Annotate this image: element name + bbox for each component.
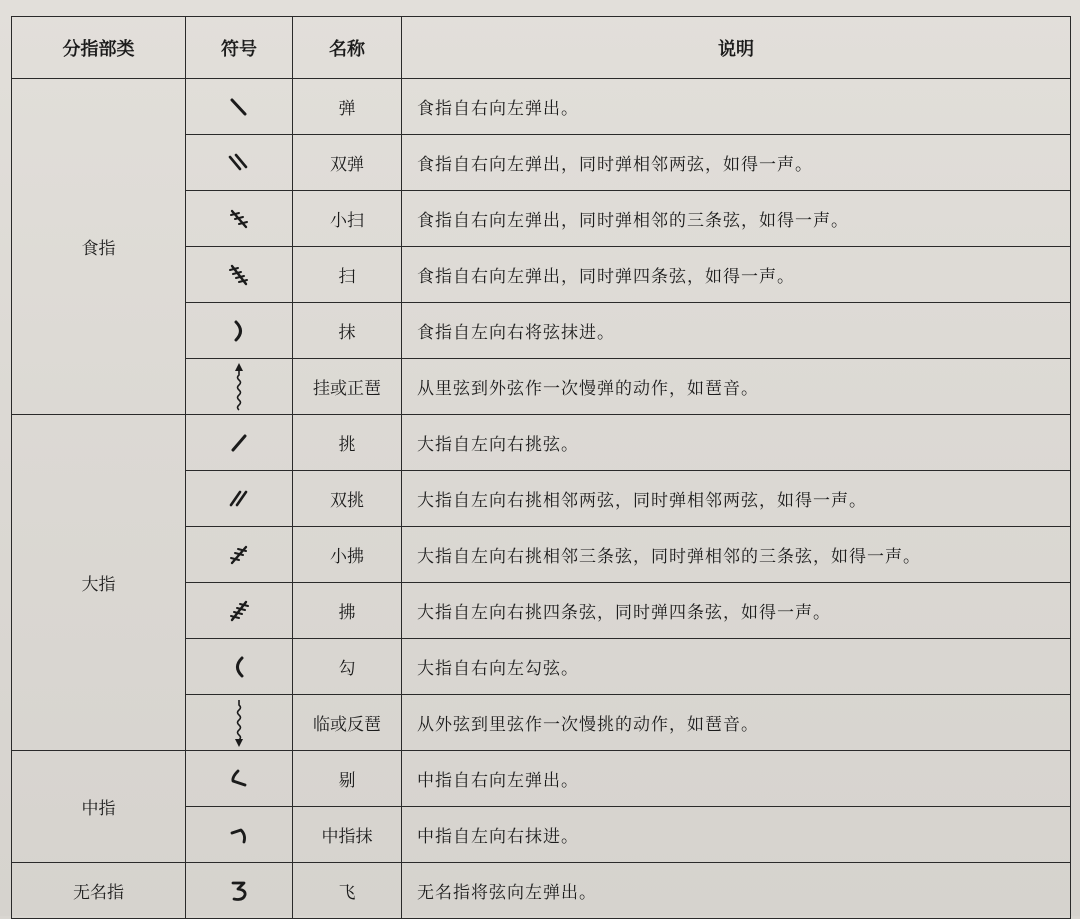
symbol-cell — [186, 135, 293, 191]
description-cell: 食指自右向左弹出，同时弹相邻两弦，如得一声。 — [402, 135, 1071, 191]
name-cell: 小扫 — [293, 191, 402, 247]
description-cell: 从外弦到里弦作一次慢挑的动作，如琶音。 — [402, 695, 1071, 751]
symbol-cell — [186, 247, 293, 303]
description-cell: 大指自左向右挑弦。 — [402, 415, 1071, 471]
table-header-row — [12, 17, 1071, 79]
name-cell: 拂 — [293, 583, 402, 639]
quad-stroke-up-icon — [225, 597, 253, 625]
description-cell: 食指自右向左弹出，同时弹相邻的三条弦，如得一声。 — [402, 191, 1071, 247]
number-three-icon — [225, 877, 253, 905]
symbol-cell — [186, 863, 293, 919]
double-stroke-down-icon — [225, 149, 253, 177]
description-cell: 食指自右向左弹出，同时弹四条弦，如得一声。 — [402, 247, 1071, 303]
left-paren-icon — [225, 653, 253, 681]
category-cell: 食指 — [12, 79, 186, 415]
name-cell: 剔 — [293, 751, 402, 807]
quad-stroke-down-icon — [225, 261, 253, 289]
hook-right-icon — [225, 821, 253, 849]
symbol-cell — [186, 359, 293, 415]
header-name: 名称 — [293, 17, 402, 79]
description-cell: 食指自左向右将弦抹进。 — [402, 303, 1071, 359]
header-category: 分指部类 — [12, 17, 186, 79]
symbol-cell — [186, 79, 293, 135]
category-cell: 无名指 — [12, 863, 186, 919]
table-row — [12, 863, 1071, 919]
description-cell: 大指自左向右挑相邻两弦，同时弹相邻两弦，如得一声。 — [402, 471, 1071, 527]
description-cell: 无名指将弦向左弹出。 — [402, 863, 1071, 919]
name-cell: 飞 — [293, 863, 402, 919]
name-cell: 中指抹 — [293, 807, 402, 863]
symbol-cell — [186, 527, 293, 583]
wavy-arrow-up-icon — [229, 362, 249, 412]
symbol-cell — [186, 583, 293, 639]
single-stroke-down-icon — [225, 93, 253, 121]
description-cell: 食指自右向左弹出。 — [402, 79, 1071, 135]
name-cell: 双弹 — [293, 135, 402, 191]
description-cell: 大指自右向左勾弦。 — [402, 639, 1071, 695]
category-cell: 大指 — [12, 415, 186, 751]
symbol-cell — [186, 471, 293, 527]
symbol-cell — [186, 415, 293, 471]
description-cell: 大指自左向右挑四条弦，同时弹四条弦，如得一声。 — [402, 583, 1071, 639]
symbol-cell — [186, 191, 293, 247]
wavy-arrow-down-icon — [229, 698, 249, 748]
name-cell: 勾 — [293, 639, 402, 695]
header-symbol: 符号 — [186, 17, 293, 79]
name-cell: 双挑 — [293, 471, 402, 527]
name-cell: 抹 — [293, 303, 402, 359]
hook-left-icon — [225, 765, 253, 793]
symbol-cell — [186, 639, 293, 695]
symbol-cell — [186, 695, 293, 751]
triple-stroke-down-icon — [225, 205, 253, 233]
description-cell: 从里弦到外弦作一次慢弹的动作，如琶音。 — [402, 359, 1071, 415]
name-cell: 小拂 — [293, 527, 402, 583]
category-cell: 中指 — [12, 751, 186, 863]
description-cell: 中指自右向左弹出。 — [402, 751, 1071, 807]
symbol-cell — [186, 303, 293, 359]
description-cell: 中指自左向右抹进。 — [402, 807, 1071, 863]
description-cell: 大指自左向右挑相邻三条弦，同时弹相邻的三条弦，如得一声。 — [402, 527, 1071, 583]
triple-stroke-up-icon — [225, 541, 253, 569]
table-row — [12, 751, 1071, 807]
name-cell: 挑 — [293, 415, 402, 471]
symbol-cell — [186, 751, 293, 807]
name-cell: 临或反琶 — [293, 695, 402, 751]
symbol-cell — [186, 807, 293, 863]
single-stroke-up-icon — [225, 429, 253, 457]
fingering-table — [11, 16, 1071, 919]
table-row — [12, 415, 1071, 471]
name-cell: 弹 — [293, 79, 402, 135]
name-cell: 挂或正琶 — [293, 359, 402, 415]
double-stroke-up-icon — [225, 485, 253, 513]
name-cell: 扫 — [293, 247, 402, 303]
header-description: 说明 — [402, 17, 1071, 79]
right-paren-icon — [225, 317, 253, 345]
table-row — [12, 79, 1071, 135]
